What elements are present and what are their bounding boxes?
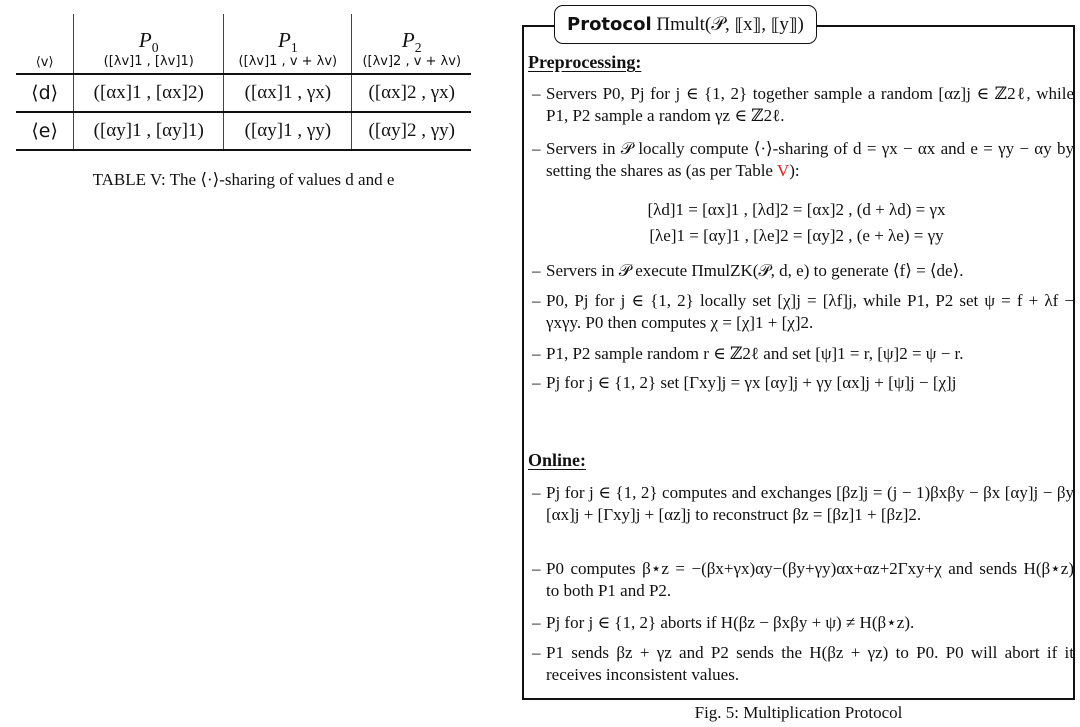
- table-cell: ([αy]1 , [αy]1): [74, 112, 224, 150]
- figure-caption: Fig. 5: Multiplication Protocol: [694, 703, 903, 722]
- equation-e: [λe]1 = [αy]1 , [λe]2 = [αy]2 , (e + λe) = γy: [649, 226, 944, 245]
- pre-item-5: – P1, P2 sample random r ∈ ℤ2ℓ and set [ψ]1 = r, [ψ]2 = ψ − r.: [532, 344, 964, 363]
- online-item-1: – Pj for j ∈ {1, 2} computes and exchanges [βz]j = (j − 1)βxβy − βx [αy]j − βy [αx]j + [Γxy]j + [αz]j to reconstruct βz = [βz]1 + [βz]2.: [532, 483, 1074, 524]
- protocol-title-bold: Protocol: [567, 14, 652, 35]
- online-item-3: – Pj for j ∈ {1, 2} aborts if H(βz − βxβy + ψ) ≠ H(β⋆z).: [532, 613, 915, 632]
- table-caption: TABLE V: The ⟨·⟩-sharing of values d and e: [92, 170, 395, 189]
- table-cell: ([αx]1 , [αx]2): [74, 74, 224, 112]
- p2-shares: ([λv]2 , v + λv): [362, 54, 462, 69]
- row-label: ⟨e⟩: [31, 120, 58, 142]
- sharing-table: [16, 14, 471, 151]
- table-cell: ([αy]2 , γy): [352, 112, 471, 150]
- party-p2: $P_2$: [401, 28, 422, 56]
- pre-item-2: – Servers in 𝒫 locally compute ⟨·⟩-sharing of d = γx − αx and e = γy − αy by setting the shares as (as per Table V):: [532, 139, 1074, 180]
- equation-d: [λd]1 = [αx]1 , [λd]2 = [αx]2 , (d + λd) = γx: [647, 200, 946, 219]
- party-p0: $P_0$: [138, 28, 159, 56]
- row-label: ⟨d⟩: [31, 82, 59, 104]
- pre-item-3: – Servers in 𝒫 execute ΠmulZK(𝒫, d, e) to generate ⟨f⟩ = ⟨de⟩.: [532, 261, 964, 280]
- p0-shares: ([λv]1 , [λv]1): [103, 54, 194, 69]
- party-p1: $P_1$: [278, 28, 298, 56]
- pre-item-4: – P0, Pj for j ∈ {1, 2} locally set [χ]j = [λf]j, while P1, P2 set ψ = f + λf − γxγy. P0 then computes χ = [χ]1 + [χ]2.: [532, 291, 1074, 332]
- p1-shares: ([λv]1 , v + λv): [238, 54, 338, 69]
- header-p2: [352, 14, 471, 74]
- pre-item-6: – Pj for j ∈ {1, 2} set [Γxy]j = γx [αy]j + γy [αx]j + [ψ]j − [χ]j: [532, 373, 957, 392]
- table-header-row: [16, 14, 471, 74]
- online-heading: Online:: [528, 450, 587, 470]
- header-v-label: ⟨v⟩: [35, 55, 54, 70]
- protocol-title-math: Πmult(𝒫, ⟦x⟧, ⟦y⟧): [656, 14, 804, 35]
- online-item-2: – P0 computes β⋆z = −(βx+γx)αy−(βy+γy)αx+αz+2Γxy+χ and sends H(β⋆z) to both P1 and P2.: [532, 559, 1074, 600]
- table-row-d: [16, 74, 471, 112]
- pre-item-1: – Servers P0, Pj for j ∈ {1, 2} together sample a random [αz]j ∈ ℤ2ℓ, while P1, P2 sample a random γz ∈ ℤ2ℓ.: [532, 84, 1074, 125]
- header-p1: [224, 14, 352, 74]
- table-row-e: [16, 112, 471, 150]
- preprocessing-heading: Preprocessing:: [528, 52, 642, 72]
- online-item-4: – P1 sends βz + γz and P2 sends the H(βz + γz) to P0. P0 will abort if it receives inconsistent values.: [532, 643, 1074, 684]
- table-cell: ([αx]2 , γx): [352, 74, 471, 112]
- protocol-title: [554, 5, 817, 44]
- table-ref-link[interactable]: V: [776, 161, 790, 180]
- pre-item-2-text: Servers in 𝒫 locally compute ⟨·⟩-sharing of d = γx − αx and e = γy − αy by setting the shares as (as per Table V):: [546, 139, 1074, 180]
- header-p0: [74, 14, 224, 74]
- table-cell: ([αx]1 , γx): [224, 74, 352, 112]
- table-cell: ([αy]1 , γy): [224, 112, 352, 150]
